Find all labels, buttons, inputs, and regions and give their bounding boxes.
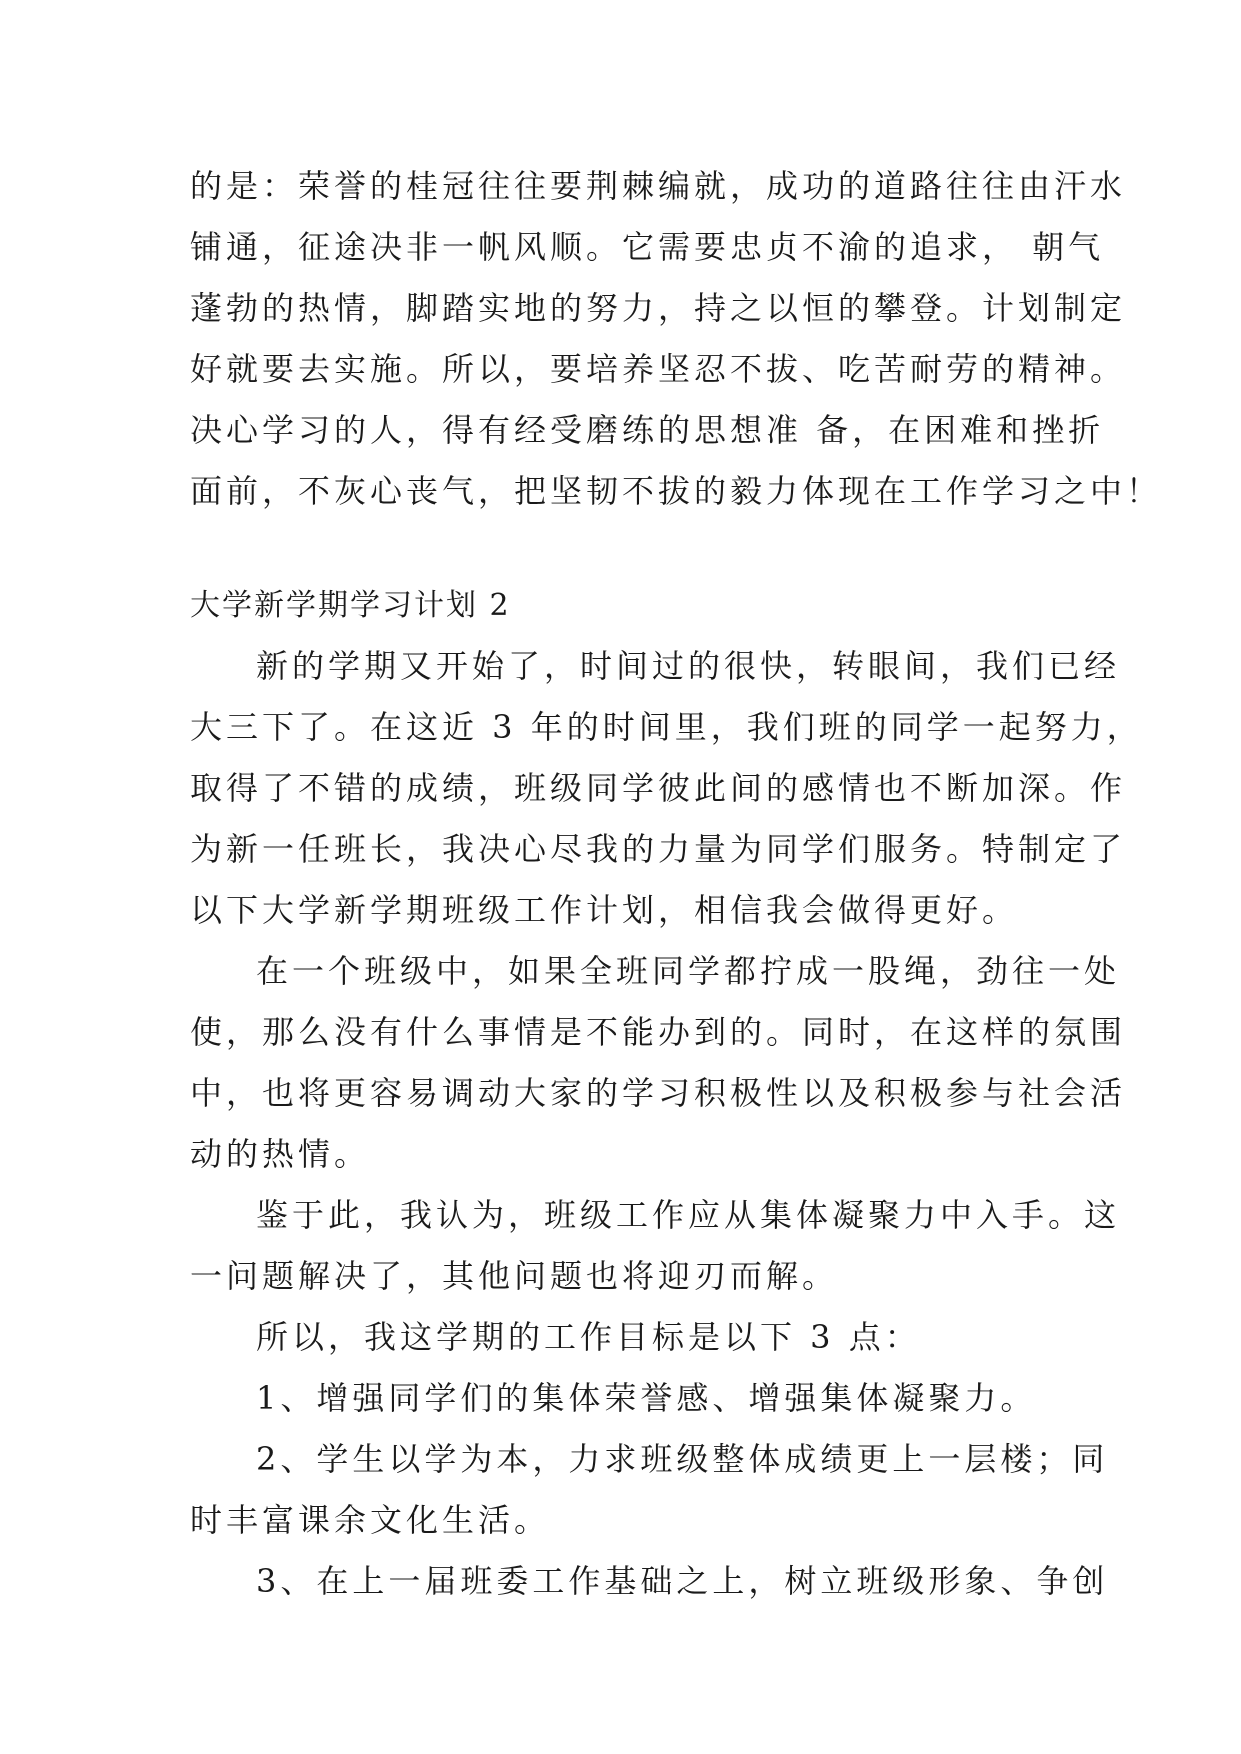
text-line: 大三下了。在这近 3 年的时间里，我们班的同学一起努力， — [190, 708, 1143, 746]
text-line: 蓬勃的热情，脚踏实地的努力，持之以恒的攀登。计划制定 — [190, 289, 1127, 327]
text-line: 一问题解决了，其他问题也将迎刃而解。 — [190, 1257, 839, 1295]
text-line: 以下大学新学期班级工作计划，相信我会做得更好。 — [190, 891, 1019, 929]
paragraph-1 — [190, 636, 1143, 941]
text-line: 3、在上一届班委工作基础之上，树立班级形象、争创 — [256, 1562, 1109, 1600]
text-line: 好就要去实施。所以，要培养坚忍不拔、吃苦耐劳的精神。 — [190, 350, 1127, 388]
text-line: 2、学生以学为本，力求班级整体成绩更上一层楼；同 — [256, 1440, 1109, 1478]
text-line: 新的学期又开始了，时间过的很快，转眼间，我们已经 — [256, 647, 1121, 685]
text-line: 中，也将更容易调动大家的学习积极性以及积极参与社会活 — [190, 1074, 1127, 1112]
paragraph-3 — [190, 1185, 1121, 1307]
text-line: 1、增强同学们的集体荣誉感、增强集体凝聚力。 — [256, 1379, 1037, 1417]
text-line: 鉴于此，我认为，班级工作应从集体凝聚力中入手。这 — [256, 1196, 1121, 1234]
text-line: 在一个班级中，如果全班同学都拧成一股绳，劲往一处 — [256, 952, 1121, 990]
text-line: 使，那么没有什么事情是不能办到的。同时，在这样的氛围 — [190, 1013, 1127, 1051]
document-body — [190, 156, 1163, 1612]
paragraph-2 — [190, 941, 1127, 1185]
text-line: 动的热情。 — [190, 1135, 371, 1173]
list-item-2 — [190, 1429, 1109, 1551]
intro-paragraph — [190, 156, 1163, 522]
text-line: 面前，不灰心丧气，把坚韧不拔的毅力体现在工作学习之中！ — [190, 472, 1163, 510]
text-line: 时丰富课余文化生活。 — [190, 1501, 551, 1539]
list-item-3 — [190, 1551, 1109, 1612]
text-line: 取得了不错的成绩，班级同学彼此间的感情也不断加深。作 — [190, 769, 1127, 807]
section-title: 大学新学期学习计划 2 — [190, 588, 511, 623]
text-line: 的是：荣誉的桂冠往往要荆棘编就，成功的道路往往由汗水 — [190, 167, 1127, 205]
text-line: 所以，我这学期的工作目标是以下 3 点： — [256, 1318, 921, 1356]
paragraph-4 — [190, 1307, 1070, 1368]
text-line: 决心学习的人，得有经受磨练的思想准 备，在困难和挫折 — [190, 411, 1105, 449]
list-item-1 — [190, 1368, 1070, 1429]
text-line: 为新一任班长，我决心尽我的力量为同学们服务。特制定了 — [190, 830, 1127, 868]
text-line: 铺通，征途决非一帆风顺。它需要忠贞不渝的追求， 朝气 — [190, 228, 1105, 266]
